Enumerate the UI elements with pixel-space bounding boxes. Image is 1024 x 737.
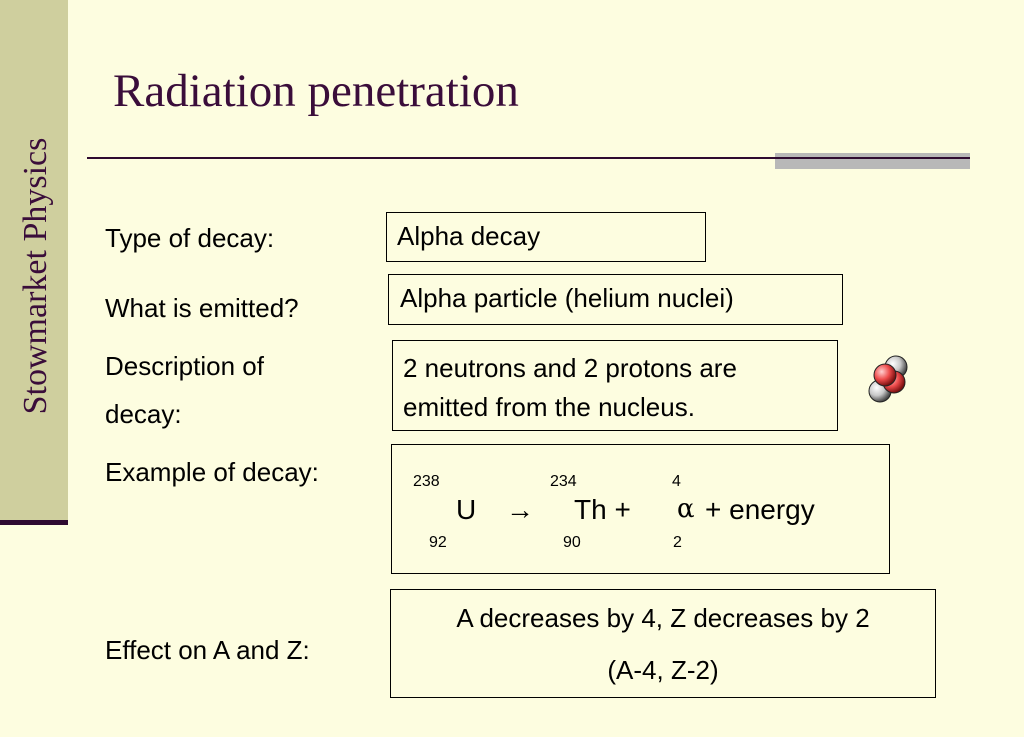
example-label: Example of decay:: [105, 457, 319, 487]
emitted-label: What is emitted?: [105, 293, 299, 323]
type-of-decay-value: Alpha decay: [397, 221, 541, 251]
daughter-mass-number: 234: [550, 473, 577, 490]
sidebar-footer-bar: [0, 520, 68, 525]
example-box: [391, 444, 890, 574]
energy-term: + energy: [705, 494, 815, 525]
alpha-symbol: α: [677, 494, 695, 524]
particle-atomic-number: 2: [673, 534, 682, 551]
slide-title: Radiation penetration: [113, 65, 519, 117]
particle-mass-number: 4: [672, 473, 681, 490]
title-rule-end: [775, 157, 970, 159]
parent-mass-number: 238: [413, 473, 440, 490]
title-accent-bar: [775, 153, 970, 169]
alpha-particle-icon: [863, 353, 913, 405]
emitted-value: Alpha particle (helium nuclei): [400, 283, 734, 313]
effect-box: [390, 589, 936, 698]
reaction-arrow: →: [506, 494, 534, 525]
type-of-decay-box: [386, 212, 706, 262]
effect-value-line1: A decreases by 4, Z decreases by 2: [456, 603, 870, 633]
type-of-decay-label: Type of decay:: [105, 223, 275, 253]
effect-value-line2: (A-4, Z-2): [607, 655, 719, 685]
description-box: [392, 340, 838, 431]
effect-label: Effect on A and Z:: [105, 635, 310, 665]
parent-symbol: U: [456, 494, 477, 525]
description-value-line1: 2 neutrons and 2 protons are: [403, 353, 737, 383]
daughter-symbol: Th +: [574, 494, 631, 525]
description-label-line1: Description of: [105, 351, 264, 381]
brand-label: Stowmarket Physics: [17, 137, 54, 415]
title-rule: [87, 157, 775, 159]
description-label-line2: decay:: [105, 399, 182, 429]
emitted-box: [388, 274, 843, 325]
description-value-line2: emitted from the nucleus.: [403, 392, 695, 422]
daughter-atomic-number: 90: [563, 534, 581, 551]
parent-atomic-number: 92: [429, 534, 447, 551]
